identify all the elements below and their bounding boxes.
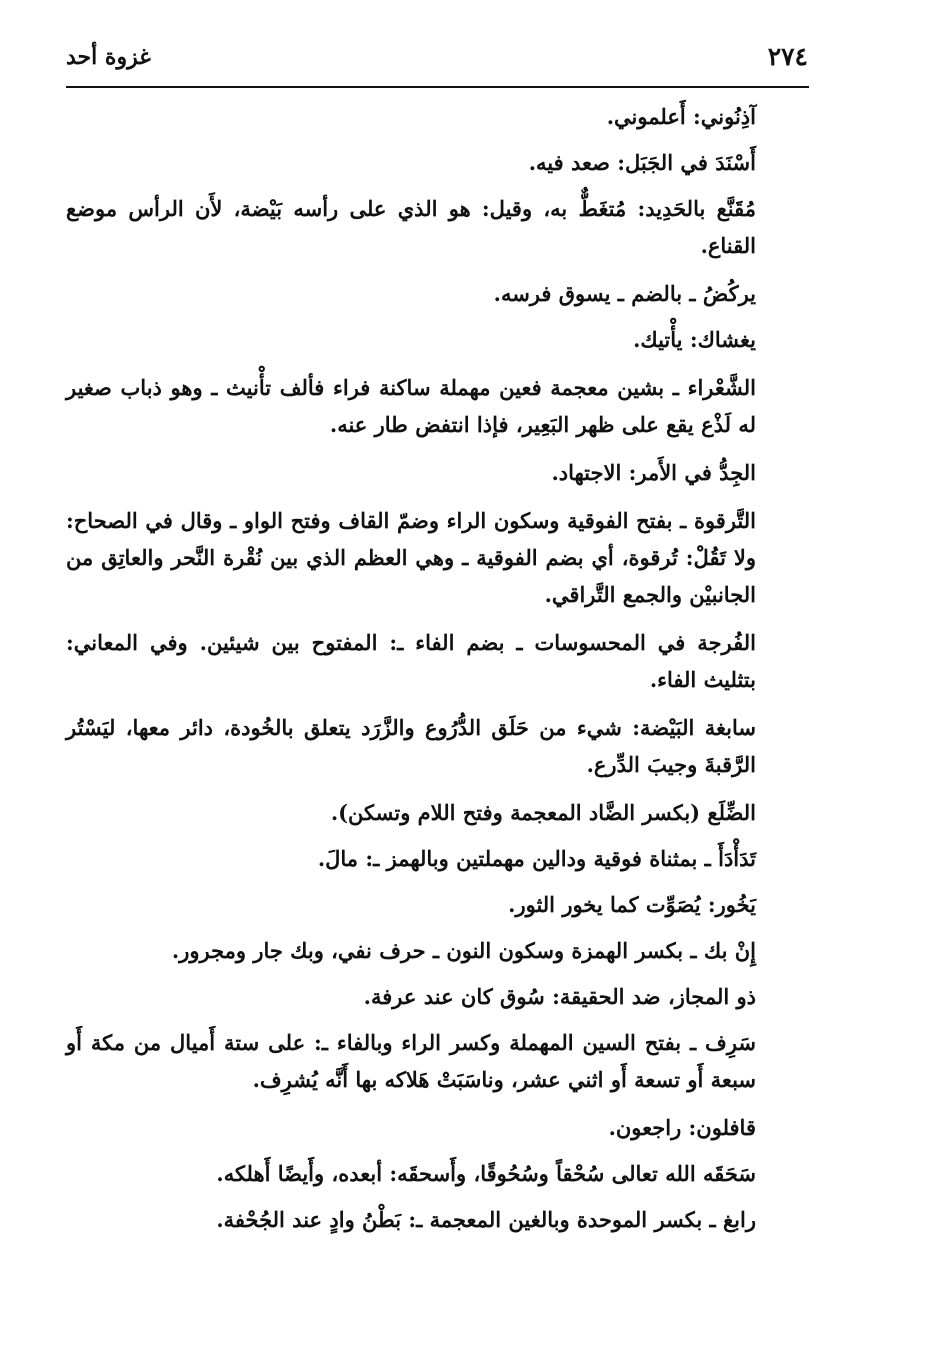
glossary-entry: ذو المجاز، ضد الحقيقة: سُوق كان عند عرفة. [363,984,756,1009]
glossary-entry: يَخُور: يُصَوِّت كما يخور الثور. [508,892,756,917]
glossary-entry: يركُضُ ـ بالضم ـ يسوق فرسه. [493,281,756,306]
glossary-entry: سابغة البَيْضة: شيء من حَلَق الدُّرُوع والزَّرَد يتعلق بالخُودة، دائر معها، ليَسْتُر الرَّقبةَ وجيبَ الدِّرع. [66,715,756,777]
glossary-entry: مُقَنَّع بالحَدِيد: مُتغَطٌّ به، وقيل: هو الذي على رأسه بَيْضة، لأَن الرأس موضع القناع. [66,196,756,258]
glossary-entry: يغشاك: يأْتيك. [633,327,756,352]
glossary-entry: الفُرجة في المحسوسات ـ بضم الفاء ـ: المفتوح بين شيئين. وفي المعاني: بتثليث الفاء. [66,630,756,692]
glossary-entry: أَسْنَدَ في الجَبَل: صعد فيه. [528,150,756,175]
page-header [66,36,808,84]
glossary-entry: آذِنُوني: أَعلموني. [606,104,756,129]
glossary-entry: سَرِف ـ بفتح السين المهملة وكسر الراء وبالفاء ـ: على ستة أَميال من مكة أَو سبعة أَو تسعة أَو اثني عشر، وناسَبَتْ هَلاكه بها أَنَّه يُشرِف. [66,1030,756,1092]
glossary-entry: الجِدُّ في الأَمر: الاجتهاد. [551,460,756,485]
glossary-entry: قافلون: راجعون. [608,1115,756,1140]
glossary-entry: سَحَقَه الله تعالى سُحْقاً وسُحُوقًا، وأَسحقَه: أبعده، وأَيضًا أَهلكه. [216,1161,756,1186]
header-divider [66,86,809,88]
glossary-entry: التَّرقوة ـ بفتح الفوقية وسكون الراء وضمّ القاف وفتح الواو ـ وقال في الصحاح: ولا تَقُلْ: تُرقوة، أي بضم الفوقية ـ وهي العظم الذي بين نُقْرة النَّحر والعاتِق من الجانبيْن والجمع التَّراقي. [66,508,756,607]
glossary-entry: إِنْ بك ـ بكسر الهمزة وسكون النون ـ حرف نفي، وبك جار ومجرور. [171,938,756,963]
glossary-entry: الضِّلَع (بكسر الضَّاد المعجمة وفتح اللام وتسكن). [330,800,756,825]
running-title: غزوة أحد [66,44,151,70]
glossary-entry: رابغ ـ بكسر الموحدة وبالغين المعجمة ـ: بَطْنُ وادٍ عند الجُحْفة. [216,1207,756,1232]
glossary-entry: تَدَأْدَأَ ـ بمثناة فوقية ودالين مهملتين وبالهمز ـ: مالَ. [317,846,756,871]
page-number: ٢٧٤ [767,42,808,71]
glossary-entry: الشَّعْراء ـ بشين معجمة فعين مهملة ساكنة فراء فألف تأْنيث ـ وهو ذباب صغير له لَذْع يقع على ظهر البَعِير، فإذا انتفض طار عنه. [66,375,756,437]
glossary-entries [66,98,808,1247]
